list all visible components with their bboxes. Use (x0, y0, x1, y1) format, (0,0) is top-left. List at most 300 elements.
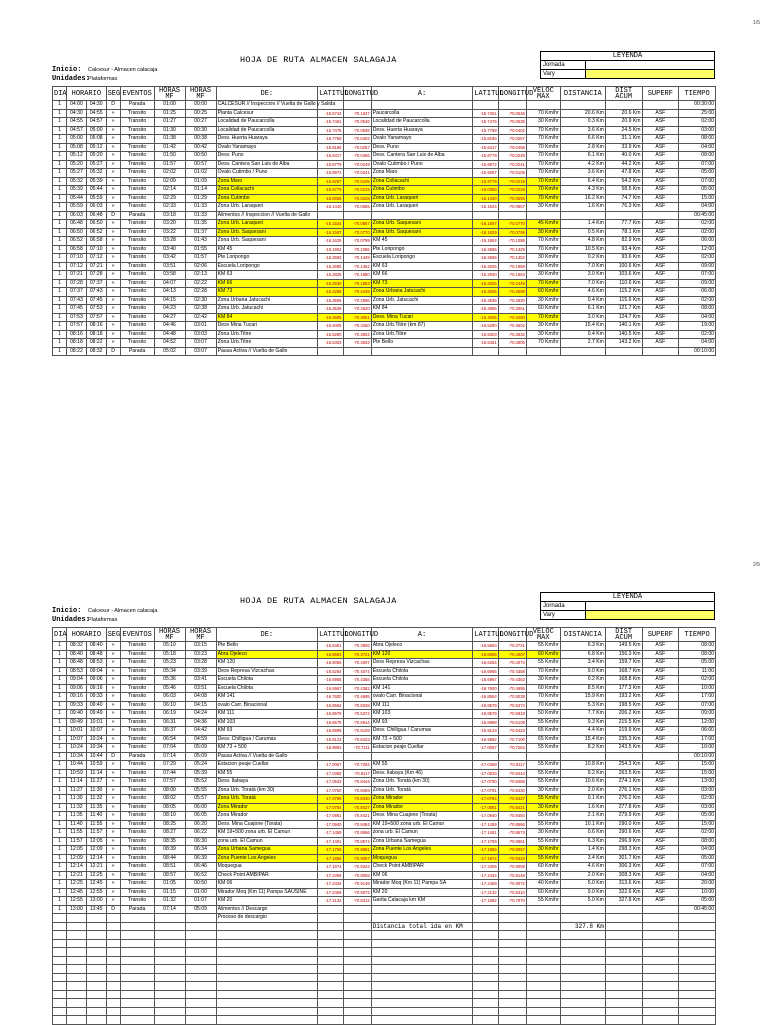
cell-lat-destino: -17.1459 (473, 820, 498, 829)
cell-lat-origen: -16.2930 (318, 279, 343, 288)
cell-velocidad (526, 914, 560, 923)
route-sheet-page-2 (0, 560, 768, 1024)
legend-title: LEYENDA (541, 593, 715, 602)
cell-hora-fin: 05:27 (86, 160, 106, 169)
cell-evento: Transito (120, 854, 154, 863)
cell-dist-acum: 177.3 Km (605, 684, 642, 693)
cell-origen: KM 93 (216, 727, 318, 736)
cell-hora-inicio: 13:00 (67, 905, 87, 914)
cell-velocidad (526, 211, 560, 220)
table-row (53, 761, 716, 770)
cell-lon-destino: -70.8484 (498, 812, 526, 821)
cell-destino: Desv. Ilabaya (Km 46) (371, 769, 473, 778)
cell-dist-acum: 121.7 Km (605, 305, 642, 314)
cell-dia: 1 (53, 829, 67, 838)
cell-destino: Mirador Moq (Km 11) Pampa SA (371, 880, 473, 889)
cell-hora-fin: 05:08 (86, 135, 106, 144)
cell-hora-fin: 06:48 (86, 211, 106, 220)
cell-destino: Escuela Chilota (371, 676, 473, 685)
cell-destino: Desv. Mina Tucari (371, 313, 473, 322)
column-header: TIEMPO (679, 628, 716, 642)
cell-horas-1: 01:42 (154, 143, 185, 152)
column-header: A: (371, 628, 473, 642)
cell-superficie: ASF (642, 152, 679, 161)
cell-evento: Transito (120, 744, 154, 753)
cell-distancia: 5.0 Km (560, 897, 605, 906)
cell-distancia: 6.3 Km (560, 837, 605, 846)
cell-lon-destino: -70.7264 (498, 744, 526, 753)
cell-dia: 1 (53, 288, 67, 297)
cell-horas-1: 08:00 (154, 786, 185, 795)
cell-lat-origen: -17.0358 (318, 769, 343, 778)
cell-lat-origen (318, 211, 343, 220)
cell-superficie: ASF (642, 727, 679, 736)
cell-lat-destino: -16.6264 (473, 659, 498, 668)
cell-horas-1: 08:44 (154, 854, 185, 863)
table-row (53, 659, 716, 668)
cell-lon-destino: -70.2449 (498, 279, 526, 288)
cell-dist-acum: 115.2 Km (605, 288, 642, 297)
cell-dist-acum (605, 101, 642, 110)
cell-dia: 1 (53, 667, 67, 676)
cell-horas-1: 06:19 (154, 710, 185, 719)
cell-velocidad: 55 Km/hr (526, 837, 560, 846)
cell-dist-acum: 168.7 Km (605, 667, 642, 676)
column-header: LONGITUD (498, 87, 526, 101)
cell-lon-destino (498, 101, 526, 110)
cell-seg: » (106, 203, 120, 212)
cell-horas-2: 06:52 (185, 871, 216, 880)
cell-evento: Transito (120, 718, 154, 727)
unidades-label: Unidades: (52, 75, 90, 83)
cell-dist-acum: 78.1 Km (605, 228, 642, 237)
cell-evento: Transito (120, 888, 154, 897)
cell-superficie: ASF (642, 143, 679, 152)
cell-origen: Zona Urb. Laraqueri (216, 220, 318, 229)
cell-origen: Desv. Mina Cuajone (Torata) (216, 820, 318, 829)
cell-lat-origen: -15.9779 (318, 186, 343, 195)
cell-hora-inicio: 09:06 (67, 684, 87, 693)
cell-dia: 1 (53, 126, 67, 135)
cell-lon-origen (343, 211, 371, 220)
cell-lat-destino: -15.8972 (473, 160, 498, 169)
cell-tiempo: 08:00 (679, 837, 716, 846)
cell-hora-inicio: 11:30 (67, 795, 87, 804)
cell-velocidad: 30 Km/hr (526, 203, 560, 212)
cell-horas-1: 08:25 (154, 820, 185, 829)
cell-horas-1: 01:00 (154, 101, 185, 110)
cell-lat-destino: -16.4005 (473, 313, 498, 322)
cell-tiempo: 05:00 (679, 812, 716, 821)
cell-origen: Pausa Activa // Vuelta de Gallo (216, 752, 318, 761)
cell-seg: D (106, 347, 120, 356)
table-row (53, 135, 716, 144)
table-row (53, 701, 716, 710)
cell-distancia: 15.9 Km (560, 693, 605, 702)
cell-lat-destino (473, 752, 498, 761)
cell-dia: 1 (53, 803, 67, 812)
cell-hora-fin: 12:21 (86, 863, 106, 872)
column-header: HORAS MF (154, 87, 185, 101)
cell-tiempo: 02:00 (679, 254, 716, 263)
cell-distancia: 4.2 Km (560, 160, 605, 169)
cell-lon-origen (343, 101, 371, 110)
cell-destino: KM 84 (371, 305, 473, 314)
cell-superficie: ASF (642, 642, 679, 651)
cell-destino: Zona Urb. Laraqueri (371, 203, 473, 212)
cell-hora-inicio: 10:59 (67, 769, 87, 778)
route-table (52, 86, 716, 356)
cell-velocidad: 55 Km/hr (526, 718, 560, 727)
cell-lon-origen: -70.3632 (343, 339, 371, 348)
cell-dia: 1 (53, 143, 67, 152)
column-header: HORAS MF (185, 628, 216, 642)
table-row (53, 296, 716, 305)
cell-horas-1: 04:27 (154, 313, 185, 322)
cell-evento: Transito (120, 126, 154, 135)
cell-distancia: 7.7 Km (560, 710, 605, 719)
cell-origen: Escuela Chilota (216, 676, 318, 685)
cell-destino: KM 66 (371, 271, 473, 280)
cell-velocidad: 30 Km/hr (526, 786, 560, 795)
route-sheet-page-1 (0, 0, 768, 400)
cell-lon-origen: -70.8574 (343, 837, 371, 846)
cell-superficie: ASF (642, 288, 679, 297)
cell-horas-2: 01:00 (185, 888, 216, 897)
cell-seg: » (106, 761, 120, 770)
cell-destino: KM 20 (371, 888, 473, 897)
cell-dia: 1 (53, 735, 67, 744)
cell-distancia: 15.4 Km (560, 735, 605, 744)
cell-origen: Estacion peaje Cuellar (216, 761, 318, 770)
cell-lat-origen: -17.1491 (318, 837, 343, 846)
table-row (53, 667, 716, 676)
table-row (53, 786, 716, 795)
cell-seg: » (106, 659, 120, 668)
cell-horas-2: 00:42 (185, 143, 216, 152)
cell-horas-1: 03:28 (154, 237, 185, 246)
cell-lat-origen: -16.5744 (318, 109, 343, 118)
cell-dist-acum: 20.6 Km (605, 109, 642, 118)
cell-horas-1: 05:10 (154, 642, 185, 651)
cell-lon-origen: -70.5038 (343, 701, 371, 710)
cell-hora-fin: 05:44 (86, 186, 106, 195)
cell-lon-origen: -70.0667 (343, 220, 371, 229)
cell-superficie (642, 914, 679, 923)
cell-horas-1: 03:51 (154, 262, 185, 271)
cell-tiempo: 07:00 (679, 177, 716, 186)
cell-velocidad: 70 Km/hr (526, 693, 560, 702)
cell-evento: Transito (120, 271, 154, 280)
cell-tiempo: 06:00 (679, 237, 716, 246)
column-header: LATITUD (473, 87, 498, 101)
cell-horas-1: 07:44 (154, 769, 185, 778)
table-row (53, 143, 716, 152)
cell-seg: » (106, 684, 120, 693)
cell-destino (371, 101, 473, 110)
cell-hora-fin: 05:12 (86, 143, 106, 152)
cell-horas-1: 08:27 (154, 829, 185, 838)
cell-seg: » (106, 888, 120, 897)
cell-lon-destino: -70.2596 (498, 288, 526, 297)
cell-lat-destino: -16.6955 (473, 667, 498, 676)
cell-seg: » (106, 305, 120, 314)
cell-lon-origen (343, 347, 371, 356)
cell-lon-destino: -70.9057 (498, 846, 526, 855)
cell-seg: D (106, 905, 120, 914)
cell-velocidad (526, 905, 560, 914)
cell-velocidad: 70 Km/hr (526, 143, 560, 152)
cell-lon-origen: -70.1863 (343, 279, 371, 288)
cell-velocidad (526, 752, 560, 761)
cell-horas-1: 06:10 (154, 701, 185, 710)
cell-dia: 1 (53, 254, 67, 263)
cell-lat-origen: -17.0940 (318, 820, 343, 829)
cell-dia: 1 (53, 220, 67, 229)
cell-seg: » (106, 135, 120, 144)
cell-tiempo: 10:00 (679, 744, 716, 753)
table-row (53, 820, 716, 829)
cell-lat-destino: -17.0057 (473, 744, 498, 753)
cell-lon-destino: -70.8117 (498, 761, 526, 770)
cell-lon-destino: -70.5038 (498, 693, 526, 702)
cell-lat-destino: -16.2686 (473, 254, 498, 263)
cell-evento: Transito (120, 313, 154, 322)
cell-lat-destino: -16.1904 (473, 237, 498, 246)
cell-horas-2: 05:09 (185, 752, 216, 761)
cell-lat-destino: -16.5303 (473, 330, 498, 339)
cell-seg: » (106, 710, 120, 719)
cell-horas-1: 04:46 (154, 322, 185, 331)
cell-velocidad: 55 Km/hr (526, 812, 560, 821)
table-row (53, 262, 716, 271)
cell-distancia: 4.4 Km (560, 727, 605, 736)
cell-superficie: ASF (642, 262, 679, 271)
cell-dia: 1 (53, 863, 67, 872)
cell-horas-1: 08:35 (154, 837, 185, 846)
cell-dist-acum (605, 211, 642, 220)
cell-dist-acum: 24.5 Km (605, 126, 642, 135)
cell-lat-destino: -16.0058 (473, 186, 498, 195)
cell-distancia: 0.4 Km (560, 296, 605, 305)
cell-horas-1: 02:09 (154, 177, 185, 186)
cell-seg: » (106, 288, 120, 297)
cell-lat-origen: -16.2693 (318, 254, 343, 263)
cell-distancia: 10.5 Km (560, 245, 605, 254)
cell-horas-1: 04:23 (154, 305, 185, 314)
cell-distancia: 7.0 Km (560, 279, 605, 288)
column-header: DIA (53, 628, 67, 642)
cell-dia: 1 (53, 905, 67, 914)
cell-lat-origen: -16.5663 (318, 650, 343, 659)
cell-lat-origen: -15.8972 (318, 169, 343, 178)
cell-horas-2: 02:06 (185, 262, 216, 271)
cell-lon-origen: -70.1047 (343, 109, 371, 118)
cell-lat-origen (318, 347, 343, 356)
cell-horas-2: 06:46 (185, 863, 216, 872)
cell-lon-destino (498, 347, 526, 356)
cell-seg: » (106, 693, 120, 702)
cell-lon-destino: -70.0546 (498, 109, 526, 118)
cell-lat-destino: -16.2686 (473, 245, 498, 254)
cell-dist-acum: 149.5 Km (605, 642, 642, 651)
cell-hora-fin: 09:16 (86, 684, 106, 693)
cell-lon-origen: -70.9323 (343, 863, 371, 872)
cell-seg: » (106, 160, 120, 169)
cell-lon-origen: -70.8961 (343, 846, 371, 855)
cell-lat-destino: -16.8998 (473, 718, 498, 727)
cell-evento: Transito (120, 837, 154, 846)
cell-horas-2: 06:30 (185, 837, 216, 846)
cell-tiempo: 00:45:00 (679, 211, 716, 220)
cell-velocidad: 30 Km/hr (526, 271, 560, 280)
cell-dia: 1 (53, 330, 67, 339)
cell-lon-origen: -70.0770 (343, 228, 371, 237)
cell-evento: Transito (120, 109, 154, 118)
cell-lon-destino: -70.1452 (498, 254, 526, 263)
cell-distancia: 10.6 Km (560, 778, 605, 787)
cell-lat-destino: -16.3505 (473, 288, 498, 297)
cell-superficie: ASF (642, 778, 679, 787)
cell-lat-destino: -16.1440 (473, 194, 498, 203)
cell-superficie: ASF (642, 271, 679, 280)
cell-horas-2: 06:39 (185, 854, 216, 863)
cell-tiempo: 19:00 (679, 322, 716, 331)
cell-origen: Zona Mirador (216, 812, 318, 821)
cell-destino: Zona Urb. Jatucachi (371, 296, 473, 305)
cell-seg: » (106, 880, 120, 889)
cell-lat-destino: -17.1856 (473, 846, 498, 855)
cell-horas-1: 05:02 (154, 347, 185, 356)
cell-lat-origen: -17.0057 (318, 761, 343, 770)
cell-destino: KM 19+500 zona urb. El Camur (371, 820, 473, 829)
inicio-label: Inicio: (52, 607, 82, 615)
cell-lon-destino: -70.0228 (498, 186, 526, 195)
cell-tiempo: 02:00 (679, 228, 716, 237)
cell-distancia: 9.3 Km (560, 718, 605, 727)
cell-lon-origen: -70.0546 (343, 118, 371, 127)
cell-distancia: 6.8 Km (560, 650, 605, 659)
cell-origen: KM 103 (216, 718, 318, 727)
cell-horas-1: 04:52 (154, 339, 185, 348)
cell-lon-origen: -70.0241 (343, 169, 371, 178)
cell-lat-origen: -16.6264 (318, 667, 343, 676)
empty-row (53, 999, 716, 1008)
table-row (53, 718, 716, 727)
cell-lat-destino: -15.8417 (473, 143, 498, 152)
cell-origen: KM 20 (216, 897, 318, 906)
cell-lat-destino: -17.0750 (473, 778, 498, 787)
cell-hora-inicio: 07:12 (67, 262, 87, 271)
cell-lon-destino: -70.6109 (498, 718, 526, 727)
cell-hora-inicio: 08:18 (67, 339, 87, 348)
cell-superficie: ASF (642, 339, 679, 348)
cell-dia: 1 (53, 186, 67, 195)
cell-tiempo: 08:00 (679, 152, 716, 161)
column-header: LONGITUD (343, 87, 371, 101)
cell-hora-fin: 12:14 (86, 854, 106, 863)
cell-superficie: ASF (642, 322, 679, 331)
cell-evento: Transito (120, 676, 154, 685)
cell-dia: 1 (53, 313, 67, 322)
cell-destino: zona urb. El Camun (371, 829, 473, 838)
table-row (53, 271, 716, 280)
cell-hora-inicio: 11:27 (67, 786, 87, 795)
cell-evento: Transito (120, 118, 154, 127)
cell-hora-fin: 09:06 (86, 676, 106, 685)
cell-seg: » (106, 718, 120, 727)
cell-lon-destino: -70.0456 (498, 143, 526, 152)
cell-lat-destino: -15.7758 (473, 126, 498, 135)
cell-tiempo: 11:00 (679, 667, 716, 676)
cell-horas-2: 00:57 (185, 160, 216, 169)
cell-horas-2: 01:57 (185, 254, 216, 263)
cell-velocidad: 65 Km/hr (526, 735, 560, 744)
cell-velocidad: 55 Km/hr (526, 871, 560, 880)
cell-lat-destino: -16.9892 (473, 735, 498, 744)
cell-lat-origen: -16.9892 (318, 744, 343, 753)
cell-destino: Zona Urbana Jatucachi (371, 288, 473, 297)
cell-seg: » (106, 126, 120, 135)
cell-hora-inicio: 11:35 (67, 812, 87, 821)
cell-velocidad: 55 Km/hr (526, 820, 560, 829)
cell-velocidad: 55 Km/hr (526, 854, 560, 863)
cell-velocidad: 70 Km/hr (526, 667, 560, 676)
cell-destino: Desv. Cantera San Luis de Alba (371, 152, 473, 161)
cell-lat-destino: -16.8579 (473, 701, 498, 710)
cell-distancia (560, 752, 605, 761)
cell-horas-2: 06:00 (185, 803, 216, 812)
cell-horas-1: 03:40 (154, 245, 185, 254)
column-header: TIEMPO (679, 87, 716, 101)
cell-dia: 1 (53, 118, 67, 127)
cell-hora-fin: 07:57 (86, 313, 106, 322)
cell-tiempo: 09:00 (679, 710, 716, 719)
cell-distancia: 1.6 Km (560, 803, 605, 812)
cell-dist-acum: 156.3 Km (605, 650, 642, 659)
cell-horas-1: 08:57 (154, 871, 185, 880)
page-title: HOJA DE RUTA ALMACEN SALAGAJA (240, 55, 397, 65)
cell-origen: Zona Urbana Jatucachi (216, 296, 318, 305)
cell-superficie: ASF (642, 296, 679, 305)
cell-origen: KM 55 (216, 769, 318, 778)
cell-lon-origen: -70.9058 (343, 871, 371, 880)
cell-superficie: ASF (642, 837, 679, 846)
column-header: LONGITUD (343, 628, 371, 642)
cell-evento: Parada (120, 752, 154, 761)
cell-superficie: ASF (642, 829, 679, 838)
cell-distancia: 0.5 Km (560, 228, 605, 237)
cell-origen: KM 45 (216, 245, 318, 254)
cell-hora-inicio: 11:40 (67, 820, 87, 829)
cell-destino: Desv. Huerta Huaraya (371, 126, 473, 135)
empty-row (53, 948, 716, 957)
cell-tiempo: 02:00 (679, 330, 716, 339)
cell-hora-inicio: 09:04 (67, 676, 87, 685)
cell-dist-acum: 198.5 Km (605, 701, 642, 710)
cell-lon-destino: -70.9072 (498, 880, 526, 889)
cell-lat-destino: -16.8564 (473, 693, 498, 702)
cell-horas-1: 02:14 (154, 186, 185, 195)
cell-lon-origen: -70.0799 (343, 237, 371, 246)
cell-lat-origen: -17.0784 (318, 803, 343, 812)
cell-origen: KM 73 + 500 (216, 744, 318, 753)
cell-lon-destino: -70.0667 (498, 203, 526, 212)
cell-lat-destino: -17.0940 (473, 812, 498, 821)
cell-velocidad: 30 Km/hr (526, 254, 560, 263)
cell-distancia: 4.3 Km (560, 186, 605, 195)
cell-tiempo: 20:00 (679, 880, 716, 889)
